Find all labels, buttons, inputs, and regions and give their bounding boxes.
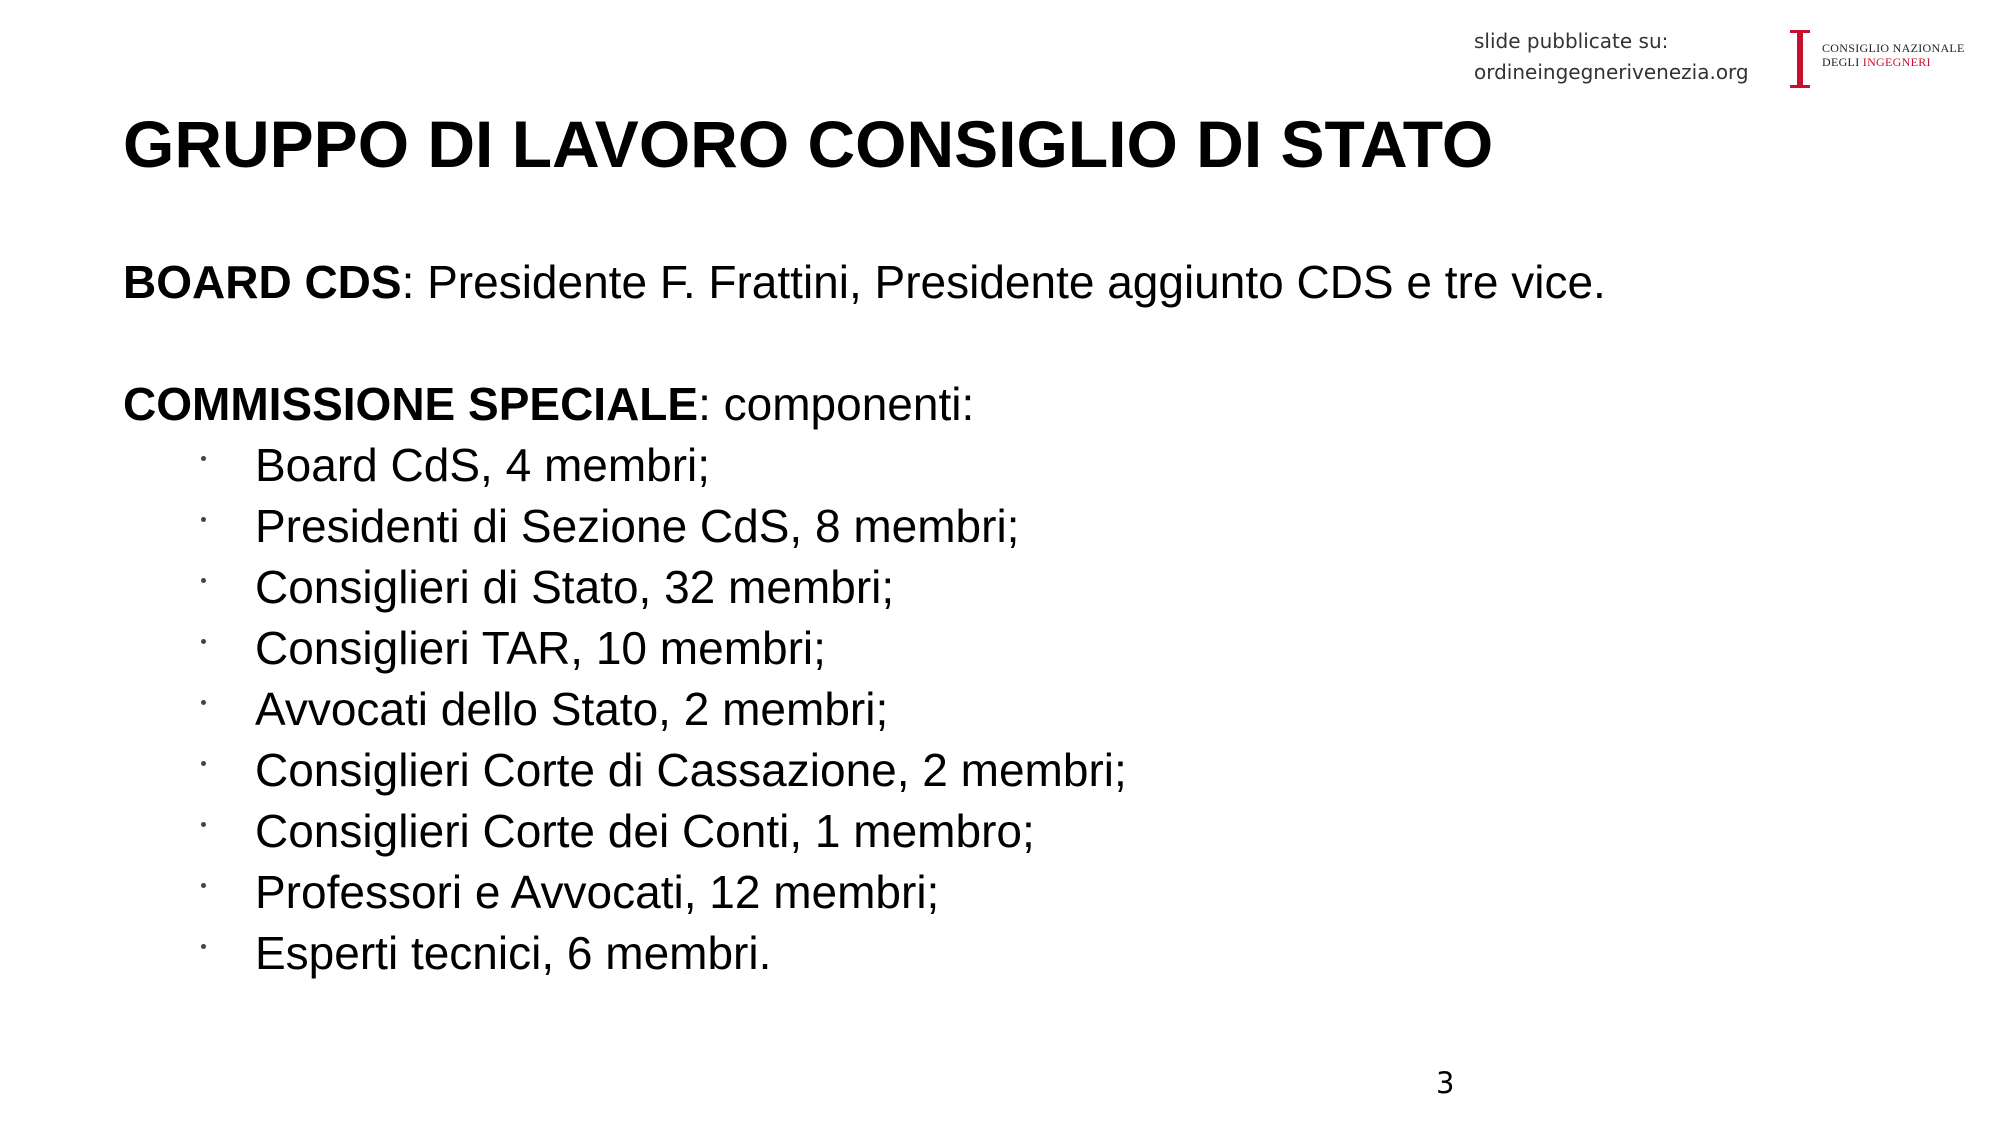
bullet-dot-icon [201,944,206,949]
logo-line1: CONSIGLIO NAZIONALE [1822,41,1965,55]
publication-note-label: slide pubblicate su: [1474,29,1669,53]
list-item [123,740,1606,801]
logo-line2-accent: INGEGNERI [1862,55,1931,69]
list-item-text: Consiglieri di Stato, 32 membri; [255,561,895,613]
commission-label: COMMISSIONE SPECIALE [123,378,699,430]
bullet-dot-icon [201,639,206,644]
bullet-dot-icon [201,517,206,522]
board-paragraph [123,252,1606,313]
publication-note-url: ordineingegnerivenezia.org [1474,60,1749,84]
bullet-dot-icon [201,822,206,827]
list-item-text: Professori e Avvocati, 12 membri; [255,866,940,918]
slide-content [123,252,1606,984]
board-label: BOARD CDS [123,256,402,308]
list-item [123,618,1606,679]
commission-member-list [123,435,1606,984]
list-item [123,679,1606,740]
bullet-dot-icon [201,700,206,705]
bullet-dot-icon [201,456,206,461]
logo-serif-bottom [1790,85,1810,88]
list-item-text: Avvocati dello Stato, 2 membri; [255,683,889,735]
list-item-text: Consiglieri Corte dei Conti, 1 membro; [255,805,1035,857]
page-title: GRUPPO DI LAVORO CONSIGLIO DI STATO [123,107,1494,181]
commission-text: : componenti: [698,378,975,430]
logo-i-mark-icon [1788,28,1812,90]
list-item-text: Consiglieri Corte di Cassazione, 2 membri; [255,744,1127,796]
list-item [123,801,1606,862]
page-number: 3 [1436,1066,1455,1100]
bullet-dot-icon [201,761,206,766]
board-text: : Presidente F. Frattini, Presidente aggiunto CDS e tre vice. [401,256,1606,308]
list-item [123,557,1606,618]
logo-line2-prefix: DEGLI [1822,55,1863,69]
list-item-text: Presidenti di Sezione CdS, 8 membri; [255,500,1020,552]
list-item [123,862,1606,923]
logo-line2 [1822,55,1965,69]
list-item-text: Board CdS, 4 membri; [255,439,711,491]
cni-logo [1788,28,1988,90]
list-item [123,496,1606,557]
list-item [123,923,1606,984]
bullet-dot-icon [201,578,206,583]
publication-note [1474,26,1749,88]
logo-text [1822,41,1965,69]
list-item [123,435,1606,496]
logo-stem [1797,32,1803,86]
paragraph-spacer [123,313,1606,374]
commission-paragraph [123,374,1606,435]
list-item-text: Esperti tecnici, 6 membri. [255,927,772,979]
bullet-dot-icon [201,883,206,888]
list-item-text: Consiglieri TAR, 10 membri; [255,622,826,674]
